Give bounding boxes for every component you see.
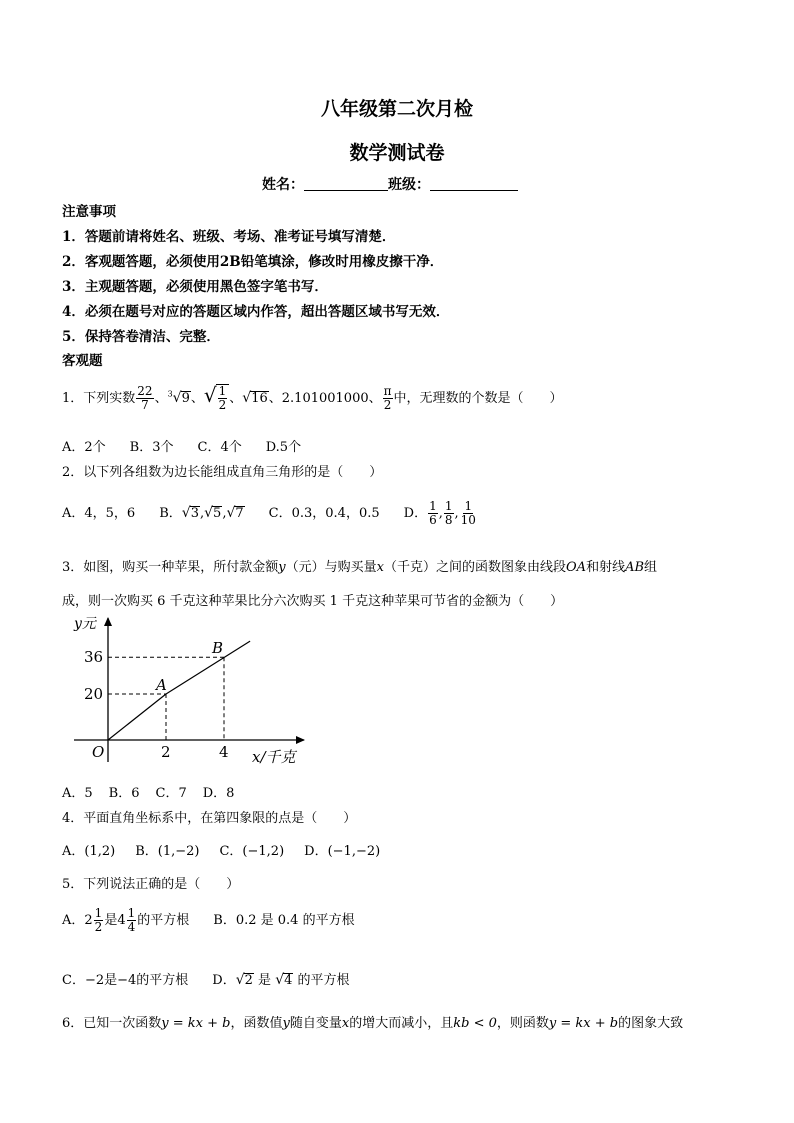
class-label: 班级： xyxy=(388,177,430,193)
x-tick-label: 4 xyxy=(219,743,229,761)
option-c[interactable]: C．7 xyxy=(155,786,187,801)
option-b[interactable]: B．√3,√5,√7 xyxy=(159,505,244,521)
x-axis-label: x/千克 xyxy=(252,748,296,766)
question-3-options xyxy=(62,782,258,801)
function-graph xyxy=(66,612,316,772)
option-a[interactable]: A．2 $\frac{1}{2}$ 是4 $\frac{1}{4}$ 的平方根 xyxy=(62,906,190,934)
question-1-stem: 1．下列实数 $\frac{22}{7}$ 、$^3$√9、√ $\frac{1}{2}$ 、√16、2.101001000、 $\frac{\pi}{2}$ 中，无理数的个数是（ ） xyxy=(62,383,563,412)
name-label: 姓名： xyxy=(262,177,304,193)
question-6-stem: 6．已知一次函数y = kx + b，函数值y随自变量x的增大而减小，且kb < 0，则函数y = kx + b的图象大致 xyxy=(62,1016,684,1031)
fraction: $\frac{22}{7}$ xyxy=(137,384,153,412)
title-main: 八年级第二次月检 xyxy=(320,98,473,120)
notice-item: 5．保持答卷清洁、完整． xyxy=(62,329,220,345)
question-5-options-cd xyxy=(62,969,374,988)
y-tick-label: 36 xyxy=(84,648,104,667)
question-1-options xyxy=(62,436,325,455)
origin-label: O xyxy=(92,743,105,761)
option-a[interactable]: A．2个 xyxy=(62,440,106,455)
option-a[interactable]: A．4，5，6 xyxy=(62,506,136,521)
class-blank[interactable] xyxy=(430,176,518,191)
option-b[interactable]: B．(1,−2) xyxy=(135,844,200,859)
option-c[interactable]: C．−2是−4的平方根 xyxy=(62,973,189,988)
notice-item: 3．主观题答题，必须使用黑色签字笔书写． xyxy=(62,279,328,295)
option-c[interactable]: C．0.3，0.4，0.5 xyxy=(268,506,380,521)
option-d[interactable]: D．√2 是 √4 的平方根 xyxy=(212,972,350,988)
segment-oa xyxy=(108,694,166,740)
point-label-b: B xyxy=(212,639,224,658)
y-axis-label: y元 xyxy=(74,616,96,632)
option-d[interactable]: D．(−1,−2) xyxy=(304,844,381,859)
option-a[interactable]: A．(1,2) xyxy=(62,844,116,859)
option-b[interactable]: B．6 xyxy=(108,786,140,801)
section-heading: 客观题 xyxy=(62,353,103,369)
title-sub: 数学测试卷 xyxy=(349,142,445,164)
notice-heading: 注意事项 xyxy=(62,204,116,220)
question-4-options xyxy=(62,840,404,859)
name-blank[interactable] xyxy=(304,176,388,191)
question-2-stem: 2．以下列各组数为边长能组成直角三角形的是（ ） xyxy=(62,465,383,480)
option-d[interactable]: D． $\frac{1}{6}$ , $\frac{1}{8}$ , $\frac{1}{10}$ xyxy=(403,499,476,527)
notice-item: 2．客观题答题，必须使用2B铅笔填涂，修改时用橡皮擦干净． xyxy=(62,254,444,270)
notice-item: 1．答题前请将姓名、班级、考场、准考证号填写清楚． xyxy=(62,229,396,245)
question-2-options xyxy=(62,500,502,527)
option-a[interactable]: A．5 xyxy=(62,786,93,801)
option-b[interactable]: B．3个 xyxy=(129,440,174,455)
option-d[interactable]: D.5个 xyxy=(265,440,302,455)
question-5-options-ab xyxy=(62,907,379,934)
option-d[interactable]: D．8 xyxy=(202,786,235,801)
question-4-stem: 4．平面直角坐标系中，在第四象限的点是（ ） xyxy=(62,811,357,826)
option-c[interactable]: C．4个 xyxy=(197,440,242,455)
ray-ab xyxy=(166,641,250,694)
question-3-line2: 成，则一次购买 6 千克这种苹果比分六次购买 1 千克这种苹果可节省的金额为（ ） xyxy=(62,594,564,609)
point-label-a: A xyxy=(156,676,167,694)
question-3-line1: 3．如图，购买一种苹果，所付款金额y（元）与购买量x（千克）之间的函数图象由线段OA和射线AB组 xyxy=(62,560,658,575)
notice-item: 4．必须在题号对应的答题区域内作答，超出答题区域书写无效． xyxy=(62,304,450,320)
option-c[interactable]: C．(−1,2) xyxy=(219,844,285,859)
option-b[interactable]: B．0.2 是 0.4 的平方根 xyxy=(213,913,355,928)
x-tick-label: 2 xyxy=(161,743,171,761)
y-tick-label: 20 xyxy=(84,685,104,703)
name-class-line xyxy=(262,174,518,194)
question-5-stem: 5．下列说法正确的是（ ） xyxy=(62,877,240,892)
